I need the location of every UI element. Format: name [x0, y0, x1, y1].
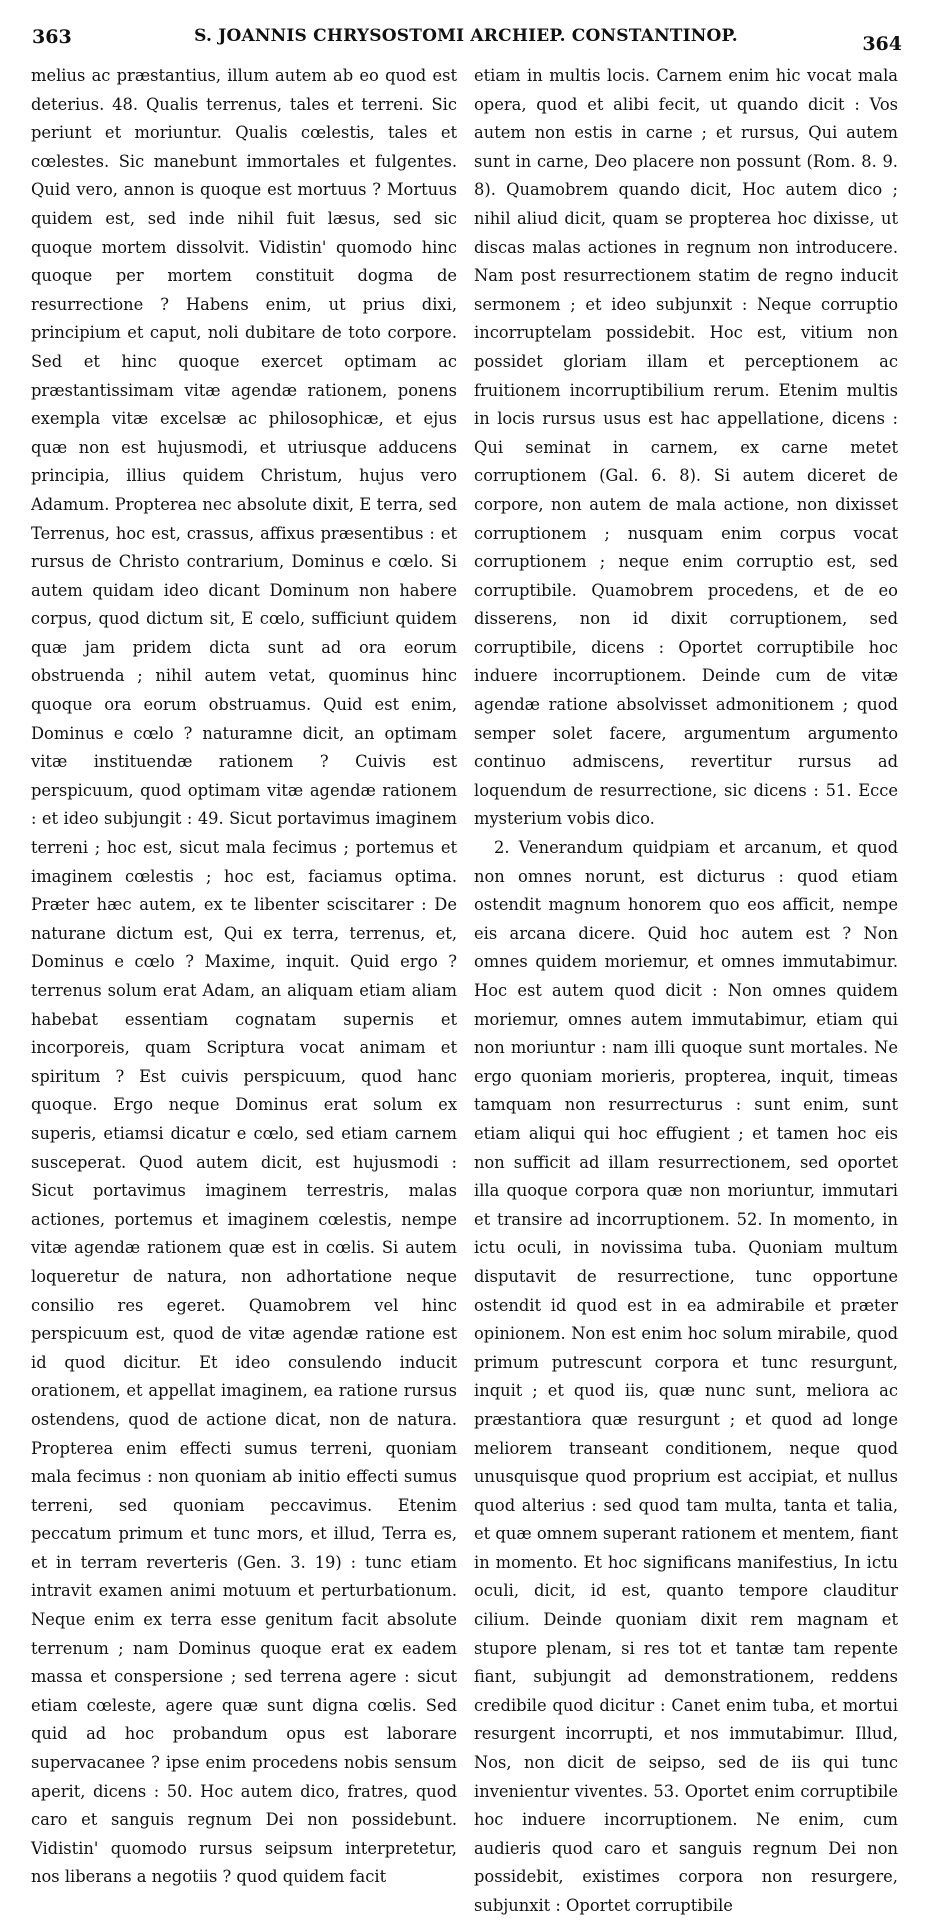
page-number-right: 364	[862, 33, 902, 55]
running-header	[30, 20, 902, 54]
page-number-left: 363	[32, 26, 72, 48]
right-paragraph-2: 2. Venerandum quidpiam et arcanum, et quod non omnes norunt, est dicturus : quod etiam ostendit magnum honorem quo eos afficit, nempe eis arcana dicere. Quid hoc autem est ? Non omnes quidem moriemur, et omnes immutabimur. Hoc est autem quod dicit : Non omnes quidem moriemur, omnes autem immutabimur, etiam qui non moriuntur : nam illi quoque sunt mortales. Ne ergo quoniam morieris, propterea, inquit, timeas tamquam non resurrecturus : sunt enim, sunt etiam aliqui qui hoc effugient ; et tamen hoc eis non sufficit ad illam resurrectionem, sed oportet illa quoque corpora quæ non moriuntur, immutari et transire ad incorruptionem. 52. In momento, in ictu oculi, in novissima tuba. Quoniam multum disputavit de resurrectione, tunc opportune ostendit id quod est in ea admirabile et præter opinionem. Non est enim hoc solum mirabile, quod primum putrescunt corpora et tunc resurgunt, inquit ; et quod iis, quæ nunc sunt, meliora ac præstantiora quæ resurgunt ; et quod ad longe meliorem transeant conditionem, neque quod unusquisque quod proprium est accipiat, et nullus quod alterius : sed quod tam multa, tanta et talia, et quæ omnem superant rationem et mentem, fiant in momento. Et hoc significans manifestius, In ictu oculi, dicit, id est, quanto tempore clauditur cilium. Deinde quoniam dixit rem magnam et stupore plenam, si res tot et tantæ tam repente fiant, subjungit ad demonstrationem, reddens credibile quod dicitur : Canet enim tuba, et mortui resurgent incorrupti, et nos immutabimur. Illud, Nos, non dicit de seipso, sed de iis qui tunc invenientur viventes. 53. Oportet enim corruptibile hoc induere incorruptionem. Ne enim, cum audieris quod caro et sanguis regnum Dei non possidebit, existimes corpora non resurgere, subjunxit : Oportet corruptibile	[474, 838, 898, 1915]
running-title: S. JOANNIS CHRYSOSTOMI ARCHIEP. CONSTANTINOP.	[194, 26, 738, 46]
right-column	[474, 62, 898, 1921]
left-paragraph-1: melius ac præstantius, illum autem ab eo quod est deterius. 48. Qualis terrenus, tales et terreni. Sic periunt et moriuntur. Qualis cœlestis, tales et cœlestes. Sic manebunt immortales et fulgentes. Quid vero, annon is quoque est mortuus ? Mortuus quidem est, sed inde nihil fuit læsus, sed sic quoque mortem dissolvit. Vidistin' quomodo hinc quoque per mortem constituit dogma de resurrectione ? Habens enim, ut prius dixi, principium et caput, noli dubitare de toto corpore. Sed et hinc quoque exercet optimam ac præstantissimam vitæ agendæ rationem, ponens exempla vitæ excelsæ ac philosophicæ, et ejus quæ non est hujusmodi, et utriusque adducens principia, illius quidem Christum, hujus vero Adamum. Propterea nec absolute dixit, E terra, sed Terrenus, hoc est, crassus, affixus præsentibus : et rursus de Christo contrarium, Dominus e cœlo. Si autem quidam ideo dicant Dominum non habere corpus, quod dictum sit, E cœlo, sufficiunt quidem quæ jam pridem dicta sunt ad ora eorum obstruenda ; nihil autem vetat, quominus hinc quoque ora eorum obstruamus. Quid est enim, Dominus e cœlo ? naturamne dicit, an optimam vitæ instituendæ rationem ? Cuivis est perspicuum, quod optimam vitæ agendæ rationem : et ideo subjungit : 49. Sicut portavimus imaginem terreni ; hoc est, sicut mala fecimus ; portemus et imaginem cœlestis ; hoc est, faciamus optima. Præter hæc autem, ex te libenter sciscitarer : De naturane dictum est, Qui ex terra, terrenus, et, Dominus e cœlo ? Maxime, inquit. Quid ergo ? terrenus solum erat Adam, an aliquam etiam aliam habebat essentiam cognatam supernis et incorporeis, quam Scriptura vocat animam et spiritum ? Est cuivis perspicuum, quod hanc quoque. Ergo neque Dominus erat solum ex superis, etiamsi dicatur e cœlo, sed etiam carnem susceperat. Quod autem dicit, est hujusmodi : Sicut portavimus imaginem terrestris, malas actiones, portemus et imaginem cœlestis, nempe vitæ agendæ rationem quæ est in cœlis. Si autem loqueretur de natura, non adhortatione neque consilio res egeret. Quamobrem vel hinc perspicuum est, quod de vitæ agendæ ratione est id quod dicitur. Et ideo consulendo inducit orationem, et appellat imaginem, ea ratione rursus ostendens, quod de actione dicat, non de natura. Propterea enim effecti sumus terreni, quoniam mala fecimus : non quoniam ab initio effecti sumus terreni, sed quoniam peccavimus. Etenim peccatum primum et tunc mors, et illud, Terra es, et in terram reverteris (Gen. 3. 19) : tunc etiam intravit examen animi motuum et perturbationum. Neque enim ex terra esse genitum facit absolute terrenum ; nam Dominus quoque erat ex eadem massa et conspersione ; sed terrena agere : sicut etiam cœleste, agere quæ sunt digna cœlis. Sed quid ad hoc probandum opus est laborare supervacanee ? ipse enim procedens nobis sensum aperit, dicens : 50. Hoc autem dico, fratres, quod caro et sanguis regnum Dei non possidebunt. Vidistin' quomodo rursus seipsum interpretetur, nos liberans a negotiis ? quod quidem facit	[31, 66, 457, 1887]
left-column	[31, 62, 457, 1892]
right-paragraph-1: etiam in multis locis. Carnem enim hic vocat mala opera, quod et alibi fecit, ut quando dicit : Vos autem non estis in carne ; et rursus, Qui autem sunt in carne, Deo placere non possunt (Rom. 8. 9. 8). Quamobrem quando dicit, Hoc autem dico ; nihil aliud dicit, quam se propterea hoc dixisse, ut discas malas actiones in regnum non introducere. Nam post resurrectionem statim de regno inducit sermonem ; et ideo subjunxit : Neque corruptio incorruptelam possidebit. Hoc est, vitium non possidet gloriam illam et perceptionem ac fruitionem incorruptibilium rerum. Etenim multis in locis rursus usus est hac appellatione, dicens : Qui seminat in carnem, ex carne metet corruptionem (Gal. 6. 8). Si autem diceret de corpore, non autem de mala actione, non dixisset corruptionem ; nusquam enim corpus vocat corruptionem ; neque enim corruptio est, sed corruptibile. Quamobrem procedens, et de eo disserens, non id dixit corruptionem, sed corruptibile, dicens : Oportet corruptibile hoc induere incorruptionem. Deinde cum de vitæ agendæ ratione absolvisset admonitionem ; quod semper solet facere, argumentum argumento continuo admiscens, revertitur rursus ad loquendum de resurrectione, sic dicens : 51. Ecce mysterium vobis dico.	[474, 66, 898, 829]
